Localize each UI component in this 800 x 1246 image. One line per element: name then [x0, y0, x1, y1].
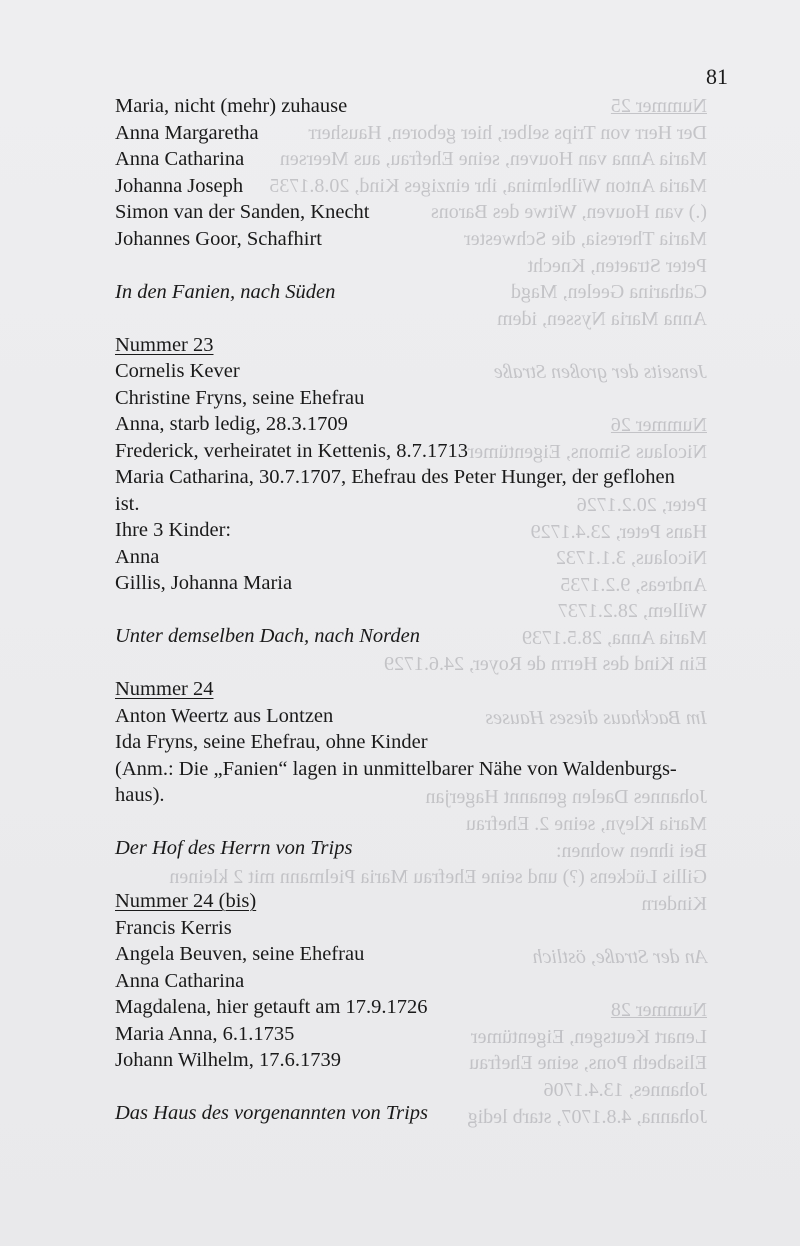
bleed-through-line: Maria Anna, 28.5.1739 [522, 626, 707, 649]
text-line: Ihre 3 Kinder: [115, 519, 232, 541]
text-line: Magdalena, hier getauft am 17.9.1726 [115, 996, 428, 1018]
bleed-through-line: Andreas, 9.2.1735 [560, 573, 707, 596]
bleed-through-line: Jenseits der großen Straße [493, 360, 707, 383]
bleed-through-line: Maria Anton Wilhelmina, ihr einziges Kind, 20.8.1735 [269, 174, 707, 197]
blank-line [115, 1074, 735, 1101]
bleed-through-line: Gillis Lückens (?) und seine Ehefrau Maria Pielmann mit 2 kleinen [169, 866, 707, 889]
text-line: Anna Catharina [115, 148, 245, 170]
text-line: Francis Kerris [115, 916, 232, 939]
bleed-through-line: Bei ihnen wohnen: [555, 839, 707, 862]
blank-line [115, 809, 735, 836]
bleed-through-line: Nummer 26 [610, 414, 707, 437]
text-line: Gillis, Johanna Maria [115, 572, 293, 594]
bleed-through-line: Johannes, 13.4.1706 [543, 1078, 707, 1101]
bleed-through-line: Ein Kind des Herrn de Royer, 24.6.1729 [383, 653, 707, 676]
bleed-through-line: Elisabeth Pons, seine Ehefrau [469, 1052, 707, 1075]
text-line: Ida Fryns, seine Ehefrau, ohne Kinder [115, 731, 428, 753]
text-line: (Anm.: Die „Fanien“ lagen in unmittelbarer Nähe von Waldenburgs- [115, 757, 677, 780]
text-line: haus). [115, 784, 165, 806]
bleed-through-line: Hans Peter, 23.4.1729 [530, 520, 707, 543]
bleed-through-line: Maria Anna van Houven, seine Ehefrau, aus Meersen [279, 148, 707, 171]
text-line: Anna Margaretha [115, 121, 259, 144]
text-line: Anna [115, 545, 160, 568]
text-line: Maria Anna, 6.1.1735 [115, 1022, 295, 1045]
text-line: Anton Weertz aus Lontzen [115, 704, 334, 727]
bleed-through-line: (.) van Houven, Witwe des Barons [431, 201, 707, 224]
text-line: Angela Beuven, seine Ehefrau [115, 943, 365, 965]
text-line: Frederick, verheiratet in Kettenis, 8.7.1713 [115, 439, 468, 462]
entry-number [115, 332, 735, 359]
bleed-through-line: Catharina Geelen, Magd [510, 281, 707, 304]
entry-number [115, 676, 735, 703]
entry-number-label: Nummer 24 (bis) [115, 890, 257, 912]
section-heading: In den Fanien, nach Süden [115, 280, 336, 303]
blank-line [115, 305, 735, 332]
blank-line [115, 650, 735, 677]
text-line: Maria Catharina, 30.7.1707, Ehefrau des Peter Hunger, der geflohen [115, 466, 675, 488]
entry-number-label: Nummer 23 [115, 333, 214, 356]
page-number: 81 [706, 64, 728, 89]
text-line: Cornelis Kever [115, 360, 240, 382]
text-line: Anna, starb ledig, 28.3.1709 [115, 413, 348, 435]
section-heading: Das Haus des vorgenannten von Trips [115, 1102, 428, 1124]
blank-line [115, 597, 735, 624]
bleed-through-line: Willem, 28.2.1737 [557, 600, 707, 623]
text-line: Maria, nicht (mehr) zuhause [115, 95, 348, 117]
bleed-through-line: Im Backhaus dieses Hauses [485, 706, 707, 729]
page-content [115, 93, 735, 1127]
text-line: Johann Wilhelm, 17.6.1739 [115, 1049, 341, 1071]
bleed-through-line: Nicolaus, 3.1.1732 [555, 547, 707, 570]
bleed-through-line: Lenart Keutsgen, Eigentümer [470, 1025, 707, 1048]
bleed-through-line: Nummer 28 [610, 999, 707, 1022]
text-line: Johanna Joseph [115, 174, 244, 197]
bleed-through-line: Maria Theresia, die Schwester [464, 227, 707, 250]
bleed-through-line: Maria Kleyn, seine 2. Ehefrau [465, 813, 707, 836]
text-line: Christine Fryns, seine Ehefrau [115, 386, 365, 409]
text-line: Johannes Goor, Schafhirt [115, 227, 322, 250]
bleed-through-line: Johanna, 4.8.1707, starb ledig [467, 1105, 707, 1128]
entry-number-label: Nummer 24 [115, 678, 214, 700]
bleed-through-line: Nicolaus Simons, Eigentümer [467, 440, 707, 463]
bleed-through-line: Peter Straeten, Knecht [527, 254, 707, 277]
text-line: Anna Catharina [115, 969, 245, 992]
bleed-through-line: An der Straße, östlich [532, 946, 707, 968]
section-heading: Der Hof des Herrn von Trips [115, 837, 353, 859]
entry-number [115, 888, 735, 915]
blank-line [115, 252, 735, 279]
blank-line [115, 862, 735, 889]
bleed-through-line: Peter, 20.2.1726 [576, 493, 707, 516]
text-line: ist. [115, 492, 140, 515]
text-line: Simon van der Sanden, Knecht [115, 201, 370, 223]
section-heading: Unter demselben Dach, nach Norden [115, 625, 420, 647]
bleed-through-line: Der Herr von Trips selber, hier geboren, Hausherr [308, 121, 707, 144]
bleed-through-line: Johannes Daelen genannt Hagerjan [425, 786, 707, 809]
bleed-through-line: Nummer 25 [610, 95, 707, 117]
bleed-through-line: Anna Maria Nyssen, idem [497, 307, 707, 330]
bleed-through-line: Kindern [641, 892, 707, 915]
